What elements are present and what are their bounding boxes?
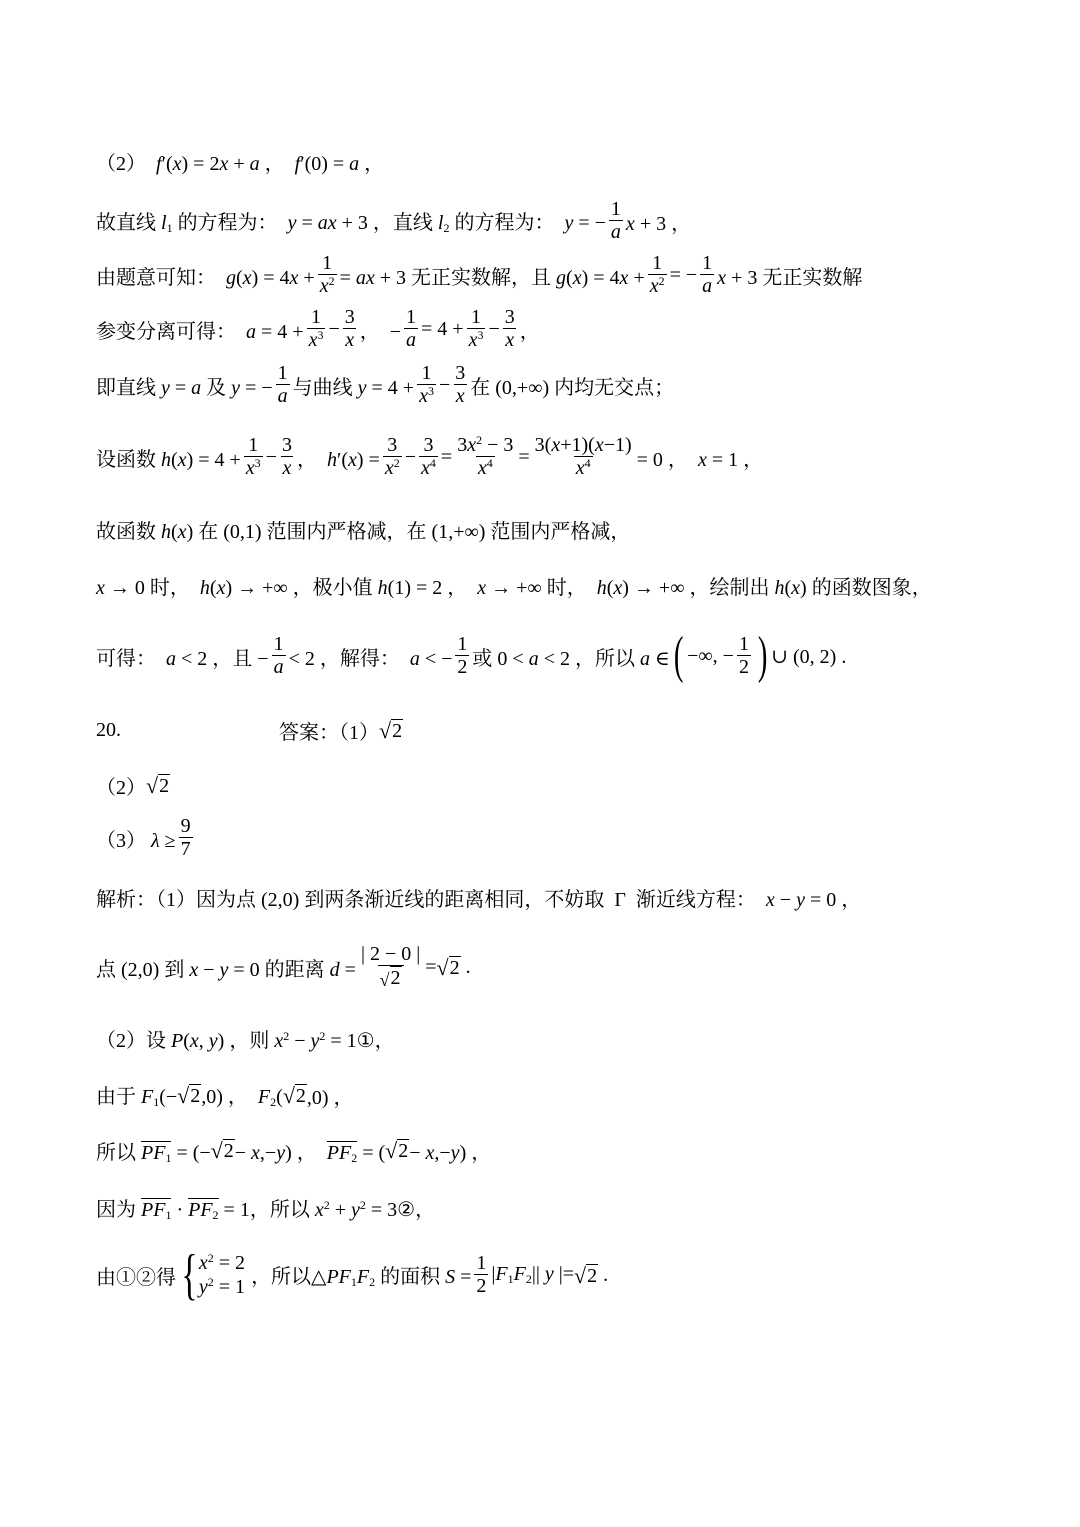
- text-line: 即直线 y = a 及 y = − $\frac{1}{a}$ 与曲线 y = 4 + $\frac{1}{x^3}$ − $\frac{3}{x}$ 在 (0,+∞) 内均无交点；: [96, 362, 675, 407]
- text-line: （2）设 P(x, y) ，则 $x^2 - y^2$ = 1①，: [96, 1029, 395, 1052]
- question-number-line: 20. 答案：（1） √ 2: [96, 718, 403, 744]
- text-line: 参变分离可得： a = 4 + $\frac{1}{x^3}$ − $\frac{3}{x}$ ， − $\frac{1}{a}$ = 4 + $\frac{1}{x^3}$ − $\frac{3}{x}$ ，: [96, 306, 540, 351]
- text-line: 可得： a < 2 ，且 − $\frac{1}{a}$ < 2 ，解得： a < − $\frac{1}{2}$ 或 0 < a < 2 ，所以 a ∈ ( −∞, − $\frac{1}{2}$ ) ∪ (0, 2) .: [96, 627, 847, 684]
- text-line: 由于 $F_1(-$ √ 2 ,0) ， $F_2$( √ 2 ,0) ，: [96, 1082, 354, 1109]
- text-line: 解析：（1）因为点 (2,0) 到两条渐近线的距离相同，不妨取 Γ 渐近线方程： x − y = 0 ，: [96, 889, 862, 911]
- text-line: 故函数 h(x) 在 (0,1) 范围内严格减，在 (1,+∞) 范围内严格减，: [96, 521, 631, 543]
- text-line: 所以 $PF_1$ = (− √ 2 − x,−y) ， $PF_2$ = ( √ 2 − x,−y) ，: [96, 1138, 492, 1165]
- question-number: 20.: [96, 719, 121, 741]
- text-line: 由①②得 { $x^2 = 2$ $y^2 = 1$ ，所以$\triangle PF_1F_2$ 的面积 S = $\frac{1}{2}$ $|F_1F_2||$ y |= √ 2 .: [96, 1244, 609, 1306]
- text-line: 设函数 h(x) = 4 + $\frac{1}{x^3}$ − $\frac{3}{x}$ ， h′(x) = $\frac{3}{x^2}$ − $\frac{3}{x^4}$ = $\frac{3x^2 - 3}{x^4}$ = $\frac{3(x+1)(x-1)}{x^4}$ = 0 ， x = 1 ，: [96, 433, 764, 479]
- text-line: x → 0 时， h(x) → +∞ ，极小值 h(1) = 2 ， x → +∞ 时， h(x) → +∞ ，绘制出 h(x) 的函数图象，: [96, 577, 932, 599]
- text-line: 因为 $PF_1 \cdot PF_2 = 1$，所以 $x^2 + y^2$ = 3②，: [96, 1198, 436, 1222]
- text-line: （2） f′(x) = 2x + a ， f′(0) = a ，: [96, 153, 385, 175]
- text-line: 故直线 $l_1$ 的方程为： y = ax + 3 ，直线 $l_2$ 的方程为： y = − $\frac{1}{a}$ x + 3 ，: [96, 198, 692, 243]
- text-line: 由题意可知： g(x) = 4x + $\frac{1}{x^2}$ = ax + 3 无正实数解，且 g(x) = 4x + $\frac{1}{x^2}$ = − $\frac{1}{a}$ x + 3 无正实数解: [96, 252, 863, 297]
- text-line: （2） √ 2: [96, 773, 170, 799]
- text-line: （3） λ ≥ $\frac{9}{7}$: [96, 815, 191, 860]
- text-line: 点 (2,0) 到 x − y = 0 的距离 d = | 2 − 0 | √ 2 = √ 2 .: [96, 943, 471, 990]
